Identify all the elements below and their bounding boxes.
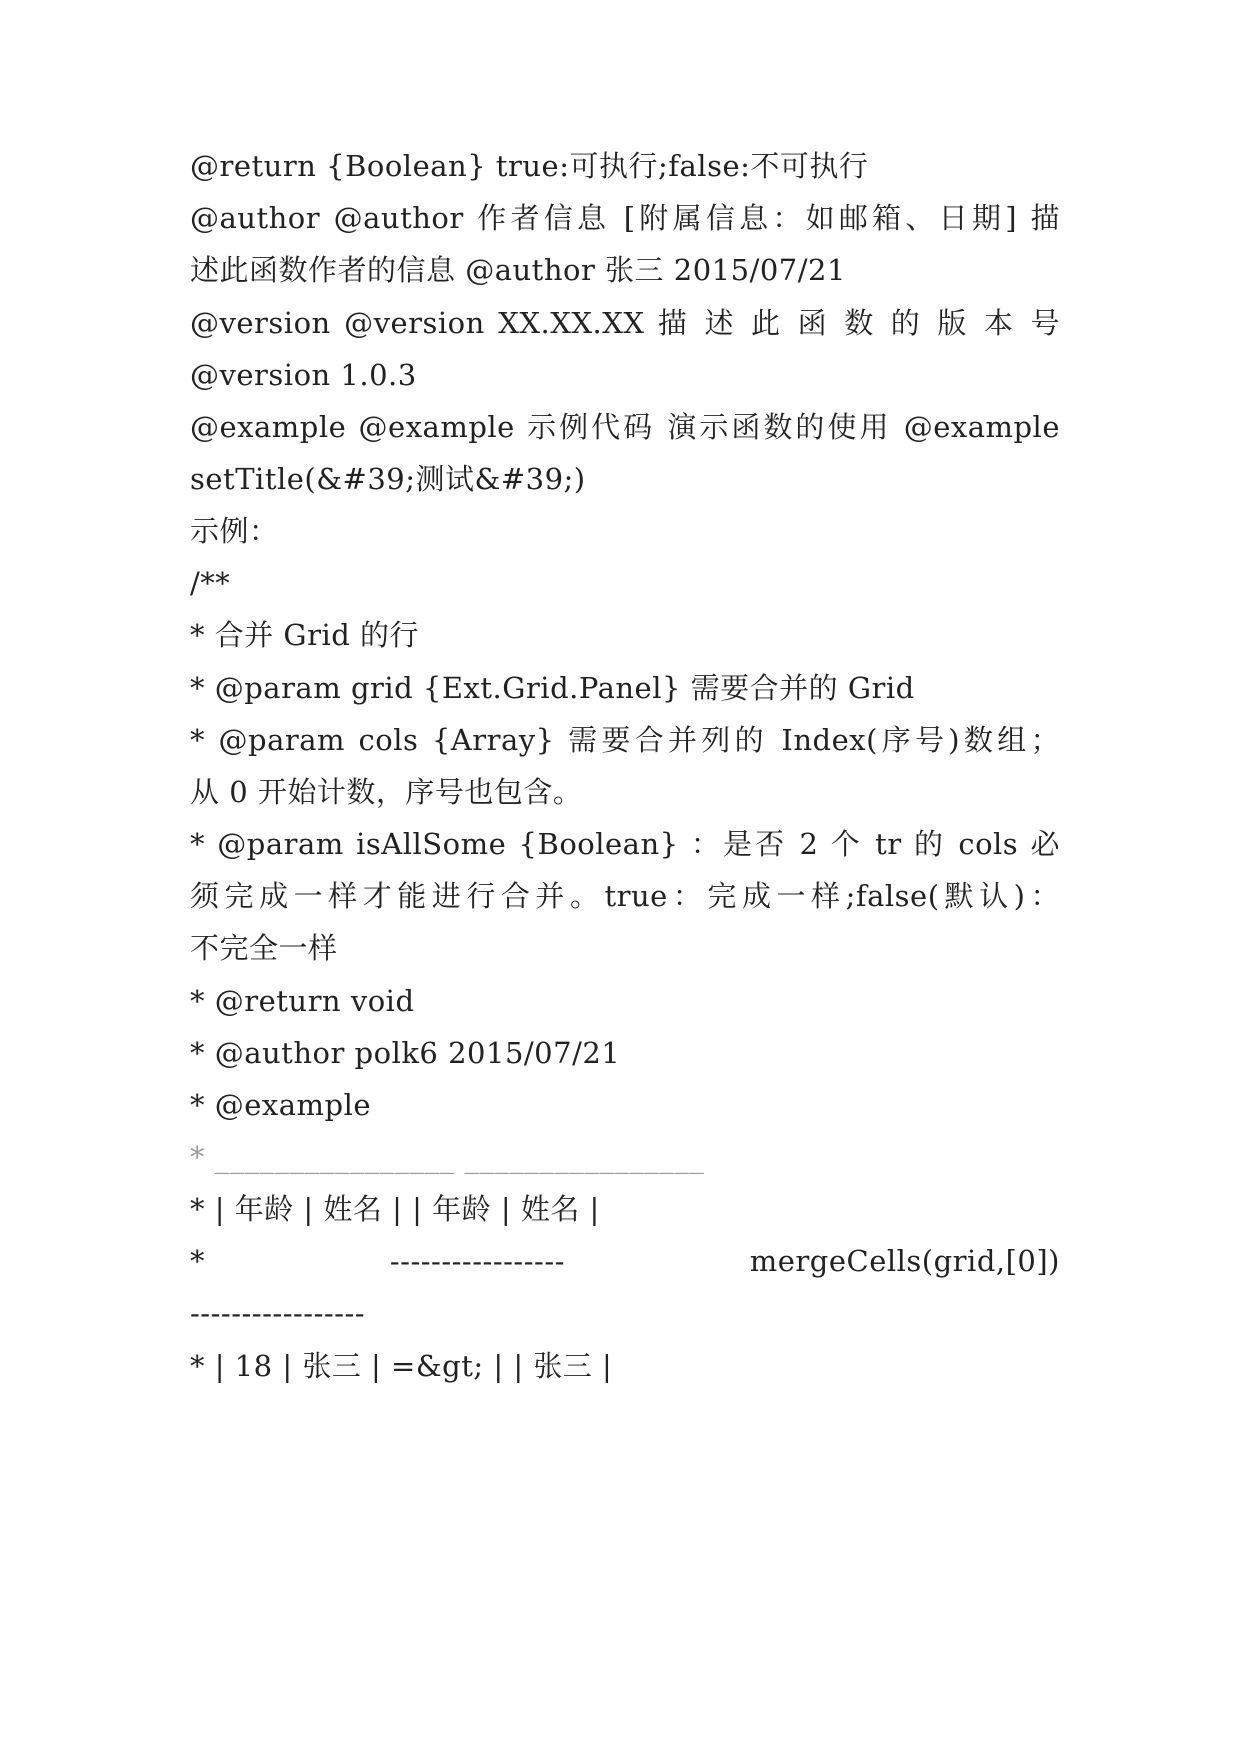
text-line-24: * | 18 | 张三 | =&gt; | | 张三 | [190, 1349, 613, 1383]
text-line-10: * 合并 Grid 的行 [190, 618, 420, 652]
text-line-14: * @param isAllSome {Boolean} ：是否 2 个 tr 的 cols 必 [190, 827, 1060, 861]
text-line-1: @return {Boolean} true:可执行;false:不可执行 [190, 149, 869, 183]
text-line-18: * @author polk6 2015/07/21 [190, 1036, 621, 1070]
text-line-3: 述此函数作者的信息 @author 张三 2015/07/21 [190, 253, 846, 287]
text-line-2: @author @author 作者信息 [附属信息：如邮箱、日期] 描 [190, 201, 1060, 235]
text-line-23: ----------------- [190, 1296, 366, 1330]
text-line-17: * @return void [190, 984, 415, 1018]
text-line-21: * | 年龄 | 姓名 | | 年龄 | 姓名 | [190, 1192, 600, 1226]
text-line-8: 示例： [190, 514, 279, 548]
text-line-9: /** [190, 566, 231, 600]
text-line-20: * ________________ ________________ [190, 1140, 705, 1174]
text-line-5: @version 1.0.3 [190, 358, 417, 392]
text-line-7: setTitle(&#39;测试&#39;) [190, 462, 586, 496]
text-line-6: @example @example 示例代码 演示函数的使用 @example [190, 410, 1060, 444]
text-line-4: @version @version XX.XX.XX 描 述 此 函 数 的 版 本 号 [190, 306, 1060, 340]
text-line-15: 须完成一样才能进行合并。true：完成一样;false(默认)： [190, 879, 1060, 913]
text-line-12: * @param cols {Array} 需要合并列的 Index(序号)数组； [190, 723, 1060, 757]
text-line-22: * ----------------- mergeCells(grid,[0]) [190, 1244, 1060, 1278]
text-line-11: * @param grid {Ext.Grid.Panel} 需要合并的 Grid [190, 671, 915, 705]
text-line-13: 从 0 开始计数，序号也包含。 [190, 775, 583, 809]
text-line-19: * @example [190, 1088, 372, 1122]
text-line-16: 不完全一样 [190, 931, 338, 965]
